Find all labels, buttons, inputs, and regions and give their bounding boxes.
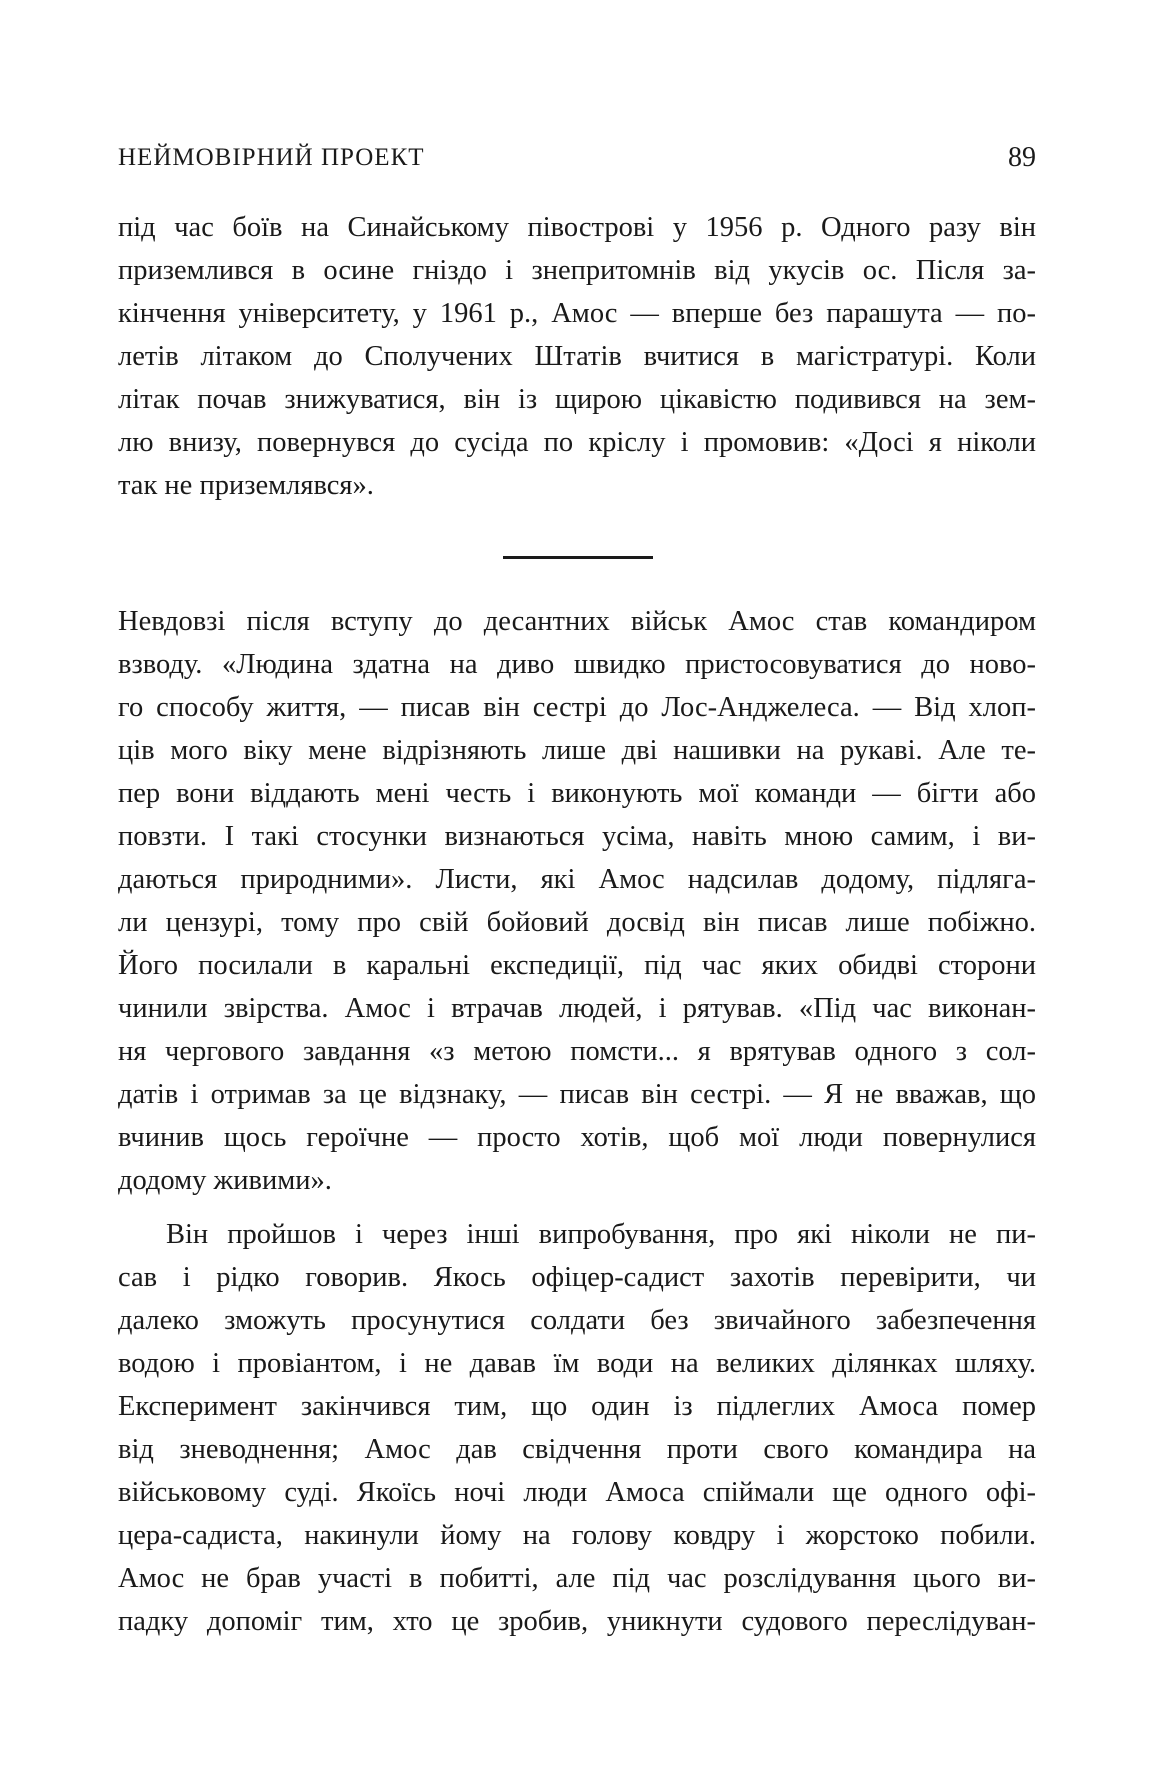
text-line: ли цензурі, тому про свій бойовий досвід він писав лише побіжно. bbox=[118, 907, 1036, 938]
text-line: датів і отримав за це відзнаку, — писав він сестрі. — Я не вважав, що bbox=[118, 1079, 1036, 1110]
page-number: 89 bbox=[1008, 142, 1036, 173]
text-line: повзти. І такі стосунки визнаються усіма, навіть мною самим, і ви- bbox=[118, 821, 1036, 852]
text-line: чинили звірства. Амос і втрачав людей, і рятував. «Під час виконан- bbox=[118, 993, 1036, 1024]
text-line: Амос не брав участі в побитті, але під час розслідування цього ви- bbox=[118, 1563, 1036, 1594]
text-line: ня чергового завдання «з метою помсти... я врятував одного з сол- bbox=[118, 1036, 1036, 1067]
text-line: даються природними». Листи, які Амос надсилав додому, підляга- bbox=[118, 864, 1036, 895]
text-line: пер вони віддають мені честь і виконують мої команди — бігти або bbox=[118, 778, 1036, 809]
text-line: цера-садиста, накинули йому на голову ковдру і жорстоко побили. bbox=[118, 1520, 1036, 1551]
text-line: взводу. «Людина здатна на диво швидко пристосовуватися до ново- bbox=[118, 649, 1036, 680]
paragraph-1 bbox=[118, 206, 1036, 507]
text-line: сав і рідко говорив. Якось офіцер-садист захотів перевірити, чи bbox=[118, 1262, 1036, 1293]
book-page bbox=[118, 0, 1036, 1772]
text-line: приземлився в осине гніздо і знепритомнів від укусів ос. Після за- bbox=[118, 255, 1036, 286]
paragraph-3 bbox=[118, 1213, 1036, 1643]
text-line: кінчення університету, у 1961 р., Амос — вперше без парашута — по- bbox=[118, 298, 1036, 329]
text-line: Він пройшов і через інші випробування, про які ніколи не пи- bbox=[166, 1219, 1036, 1250]
text-line: так не приземлявся». bbox=[118, 470, 374, 501]
text-line: Експеримент закінчився тим, що один із підлеглих Амоса помер bbox=[118, 1391, 1036, 1422]
text-line: водою і провіантом, і не давав їм води на великих ділянках шляху. bbox=[118, 1348, 1036, 1379]
text-line: ців мого віку мене відрізняють лише дві нашивки на рукаві. Але те- bbox=[118, 735, 1036, 766]
text-line: від зневоднення; Амос дав свідчення проти свого командира на bbox=[118, 1434, 1036, 1465]
text-line: го способу життя, — писав він сестрі до Лос-Анджелеса. — Від хлоп- bbox=[118, 692, 1036, 723]
text-line: військовому суді. Якоїсь ночі люди Амоса спіймали ще одного офі- bbox=[118, 1477, 1036, 1508]
text-line: під час боїв на Синайському півострові у 1956 р. Одного разу він bbox=[118, 212, 1036, 243]
text-line: літак почав знижуватися, він із щирою цікавістю подивився на зем- bbox=[118, 384, 1036, 415]
text-line: вчинив щось героїчне — просто хотів, щоб мої люди повернулися bbox=[118, 1122, 1036, 1153]
paragraph-2 bbox=[118, 600, 1036, 1202]
section-divider bbox=[503, 556, 653, 559]
running-head bbox=[118, 138, 1036, 178]
text-line: Його посилали в каральні експедиції, під час яких обидві сторони bbox=[118, 950, 1036, 981]
text-line: падку допоміг тим, хто це зробив, уникнути судового переслідуван- bbox=[118, 1606, 1036, 1637]
text-line: додому живими». bbox=[118, 1165, 332, 1196]
text-line: Невдовзі після вступу до десантних військ Амос став командиром bbox=[118, 606, 1036, 637]
running-title: НЕЙМОВІРНИЙ ПРОЕКТ bbox=[118, 144, 425, 171]
text-line: летів літаком до Сполучених Штатів вчитися в магістратурі. Коли bbox=[118, 341, 1036, 372]
text-line: далеко зможуть просунутися солдати без звичайного забезпечення bbox=[118, 1305, 1036, 1336]
text-line: лю внизу, повернувся до сусіда по кріслу і промовив: «Досі я ніколи bbox=[118, 427, 1036, 458]
